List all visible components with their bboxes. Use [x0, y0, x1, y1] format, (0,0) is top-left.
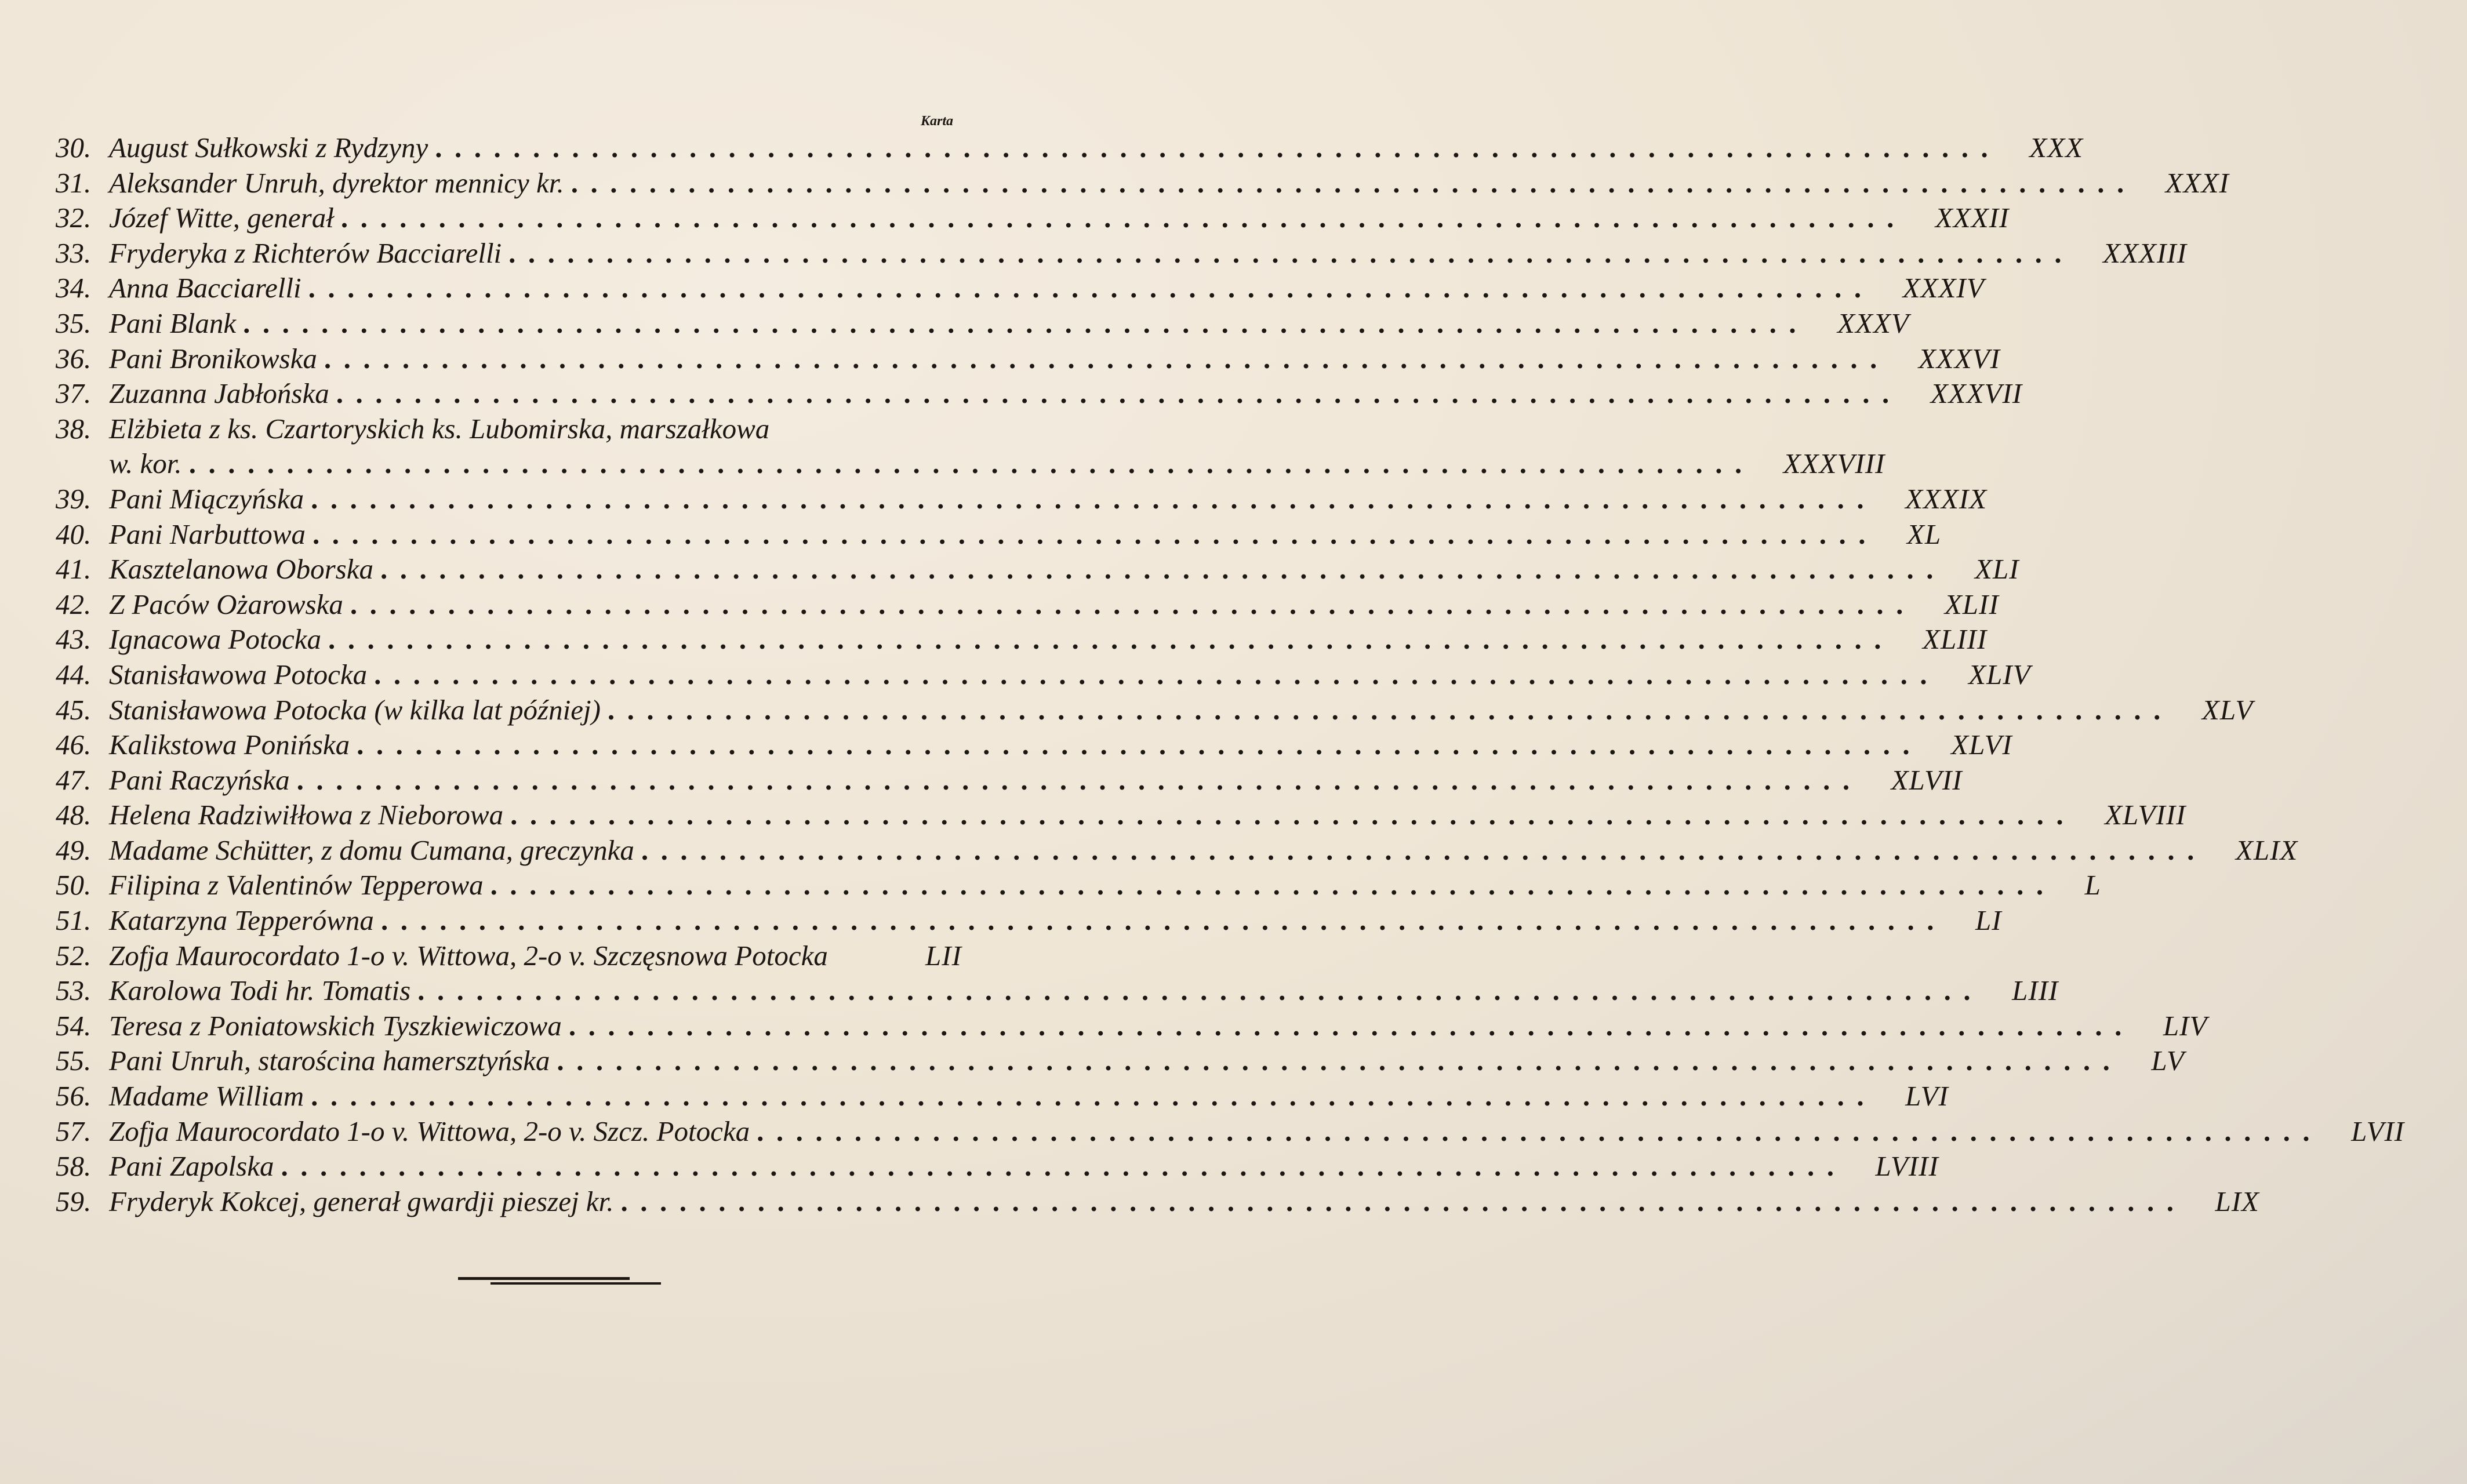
- entry-plate-number: LII: [925, 939, 962, 972]
- entry-plate-number: LVI: [1905, 1080, 1949, 1112]
- dot-leader: ................................................................................: [757, 1115, 2323, 1147]
- entry-name: Madame William: [109, 1080, 304, 1112]
- entry-name-continuation: w. kor.: [109, 448, 182, 480]
- list-item: [56, 307, 1909, 342]
- dot-leader: ................................................................................: [324, 342, 1890, 374]
- entry-plate-number: XLVIII: [2105, 799, 2186, 831]
- list-item: [56, 342, 2000, 377]
- list-item: [56, 131, 2084, 166]
- list-item: [56, 904, 2002, 939]
- entry-number: 45.: [56, 693, 92, 726]
- entry-name: Pani Narbuttowa: [109, 518, 306, 550]
- entry-plate-number: XLI: [1975, 553, 2019, 585]
- dot-leader: ................................................................................: [281, 1150, 1847, 1183]
- list-item: [56, 1185, 2259, 1220]
- entry-number: 30.: [56, 132, 92, 163]
- dot-leader: ................................................................................: [328, 623, 1894, 656]
- list-item: [56, 412, 1041, 448]
- entry-number: 38.: [56, 412, 92, 445]
- entry-plate-number: XXXIII: [2103, 237, 2187, 269]
- dot-leader: ................................................................................: [568, 1009, 2134, 1042]
- list-item: [56, 1044, 2185, 1079]
- entry-number: 40.: [56, 518, 92, 550]
- list-item: [56, 166, 2229, 202]
- entry-plate-number: XXXI: [2165, 166, 2229, 199]
- dot-leader: ................................................................................: [620, 1185, 2186, 1217]
- list-item: [56, 1009, 2208, 1045]
- entry-number: 56.: [56, 1080, 92, 1112]
- entry-plate-number: XXXVII: [1930, 377, 2023, 410]
- entry-name: Pani Blank: [109, 307, 237, 339]
- entry-number: 48.: [56, 799, 92, 831]
- dot-leader: ................................................................................: [243, 307, 1809, 339]
- dot-leader: ................................................................................: [571, 166, 2137, 199]
- entry-name: Anna Bacciarelli: [109, 272, 301, 304]
- list-item: [56, 868, 2101, 904]
- entry-number: 58.: [56, 1150, 92, 1183]
- list-item: [56, 518, 1942, 553]
- dot-leader: ................................................................................: [311, 1080, 1877, 1112]
- list-item: [56, 763, 1963, 799]
- entry-name: Pani Miączyńska: [109, 482, 304, 515]
- entry-number: 52.: [56, 939, 92, 972]
- entry-name: Stanisławowa Potocka (w kilka lat później): [109, 693, 601, 726]
- end-rule-lower: [491, 1282, 661, 1285]
- entry-plate-number: LV: [2151, 1045, 2185, 1077]
- entry-plate-number: LVIII: [1875, 1150, 1939, 1183]
- entry-name: Zofja Maurocordato 1-o v. Wittowa, 2-o v. Szcz. Potocka: [109, 1115, 750, 1147]
- entry-plate-number: XXXIV: [1902, 272, 1985, 304]
- entry-name: Józef Witte, generał: [109, 202, 334, 234]
- entry-number: 36.: [56, 342, 92, 374]
- dot-leader: ................................................................................: [357, 729, 1923, 761]
- entry-name: Kasztelanowa Oborska: [109, 553, 374, 585]
- entry-number: 39.: [56, 482, 92, 515]
- entry-number: 44.: [56, 658, 92, 690]
- dot-leader: ................................................................................: [350, 588, 1916, 620]
- entry-number: 55.: [56, 1045, 92, 1077]
- entry-plate-number: XLII: [1944, 588, 1999, 620]
- dot-leader: ................................................................................: [435, 132, 2001, 163]
- list-item: [56, 728, 2012, 763]
- entry-plate-number: XLIV: [1968, 658, 2031, 690]
- entry-plate-number: XLVII: [1891, 763, 1963, 796]
- list-item: [56, 201, 2010, 237]
- entry-name: Pani Zapolska: [109, 1150, 274, 1183]
- end-rule-upper: [458, 1277, 630, 1280]
- column-header-plate: Karta: [921, 114, 954, 129]
- entry-name: Kalikstowa Ponińska: [109, 729, 350, 761]
- entry-number: 49.: [56, 834, 92, 866]
- entry-number: 50.: [56, 869, 92, 901]
- entry-number: 57.: [56, 1115, 92, 1147]
- entry-name: Zuzanna Jabłońska: [109, 377, 329, 410]
- entry-plate-number: XLV: [2201, 693, 2254, 726]
- list-item: [56, 939, 1041, 974]
- dot-leader: ................................................................................: [311, 482, 1877, 515]
- entry-plate-number: LIX: [2215, 1185, 2259, 1217]
- entry-name: Pani Raczyńska: [109, 763, 290, 796]
- entry-number: 31.: [56, 166, 92, 199]
- entry-number: 42.: [56, 588, 92, 620]
- entry-plate-number: XXXVI: [1918, 342, 2000, 374]
- entry-number: 53.: [56, 974, 92, 1007]
- dot-leader: ................................................................................: [380, 904, 1946, 937]
- entry-plate-number: XXX: [2029, 132, 2084, 163]
- list-item: [56, 693, 2254, 729]
- dot-leader: ................................................................................: [312, 518, 1878, 550]
- entry-plate-number: XLVI: [1951, 729, 2012, 761]
- list-item: [56, 834, 2298, 869]
- entry-name: Ignacowa Potocka: [109, 623, 322, 656]
- entry-name: Madame Schütter, z domu Cumana, greczynka: [109, 834, 634, 866]
- dot-leader: ................................................................................: [380, 553, 1946, 585]
- entry-name: Stanisławowa Potocka: [109, 658, 368, 690]
- entry-name: Pani Unruh, starościna hamersztyńska: [109, 1045, 550, 1077]
- entry-plate-number: XXXIX: [1905, 482, 1988, 515]
- list-item: [56, 1150, 1939, 1185]
- dot-leader: ................................................................................: [308, 272, 1874, 304]
- entry-number: 32.: [56, 202, 92, 234]
- entry-name: August Sułkowski z Rydzyny: [109, 132, 428, 163]
- dot-leader: ................................................................................: [296, 763, 1862, 796]
- entry-name: Aleksander Unruh, dyrektor mennicy kr.: [109, 166, 564, 199]
- list-item: [56, 1079, 1949, 1115]
- entry-plate-number: LVII: [2351, 1115, 2405, 1147]
- dot-leader: ................................................................................: [508, 237, 2074, 269]
- entry-plate-number: XXXV: [1837, 307, 1909, 339]
- entry-name: Filipina z Valentinów Tepperowa: [109, 869, 484, 901]
- entry-number: 37.: [56, 377, 92, 410]
- entry-name: Karolowa Todi hr. Tomatis: [109, 974, 411, 1007]
- plate-index-list: [56, 131, 2405, 1220]
- entry-name: Teresa z Poniatowskich Tyszkiewiczowa: [109, 1009, 562, 1042]
- entry-number: 59.: [56, 1185, 92, 1217]
- entry-name: Z Paców Ożarowska: [109, 588, 343, 620]
- dot-leader: ................................................................................: [641, 834, 2207, 866]
- entry-plate-number: L: [2084, 869, 2101, 901]
- entry-plate-number: XXXVIII: [1783, 448, 1885, 480]
- dot-leader: ................................................................................: [557, 1045, 2123, 1077]
- dot-leader: ................................................................................: [340, 202, 1906, 234]
- entry-name: Katarzyna Tepperówna: [109, 904, 374, 937]
- list-item: [56, 271, 1985, 307]
- list-item: [56, 623, 1988, 658]
- list-item-continuation: [56, 447, 1885, 482]
- entry-plate-number: XLIX: [2235, 834, 2298, 866]
- entry-plate-number: LI: [1975, 904, 2002, 937]
- entry-number: 41.: [56, 553, 92, 585]
- dot-leader: ................................................................................: [336, 377, 1902, 410]
- entry-number: 47.: [56, 763, 92, 796]
- entry-name: Fryderyka z Richterów Bacciarelli: [109, 237, 502, 269]
- list-item: [56, 1115, 2405, 1150]
- entry-number: 34.: [56, 272, 92, 304]
- list-item: [56, 552, 2019, 588]
- list-item: [56, 237, 2187, 272]
- entry-number: 54.: [56, 1009, 92, 1042]
- entry-number: 43.: [56, 623, 92, 656]
- dot-leader: ................................................................................: [188, 448, 1754, 480]
- dot-leader: ................................................................................: [490, 869, 2056, 901]
- list-item: [56, 798, 2186, 834]
- list-item: [56, 658, 2031, 693]
- list-item: [56, 974, 2059, 1009]
- dot-leader: ................................................................................: [417, 974, 1983, 1007]
- entry-name: Fryderyk Kokcej, generał gwardji pieszej kr.: [109, 1185, 614, 1217]
- entry-plate-number: LIV: [2163, 1009, 2208, 1042]
- entry-plate-number: LIII: [2012, 974, 2059, 1007]
- entry-name: Zofja Maurocordato 1-o v. Wittowa, 2-o v. Szczęsnowa Potocka: [109, 939, 828, 972]
- entry-name: Pani Bronikowska: [109, 342, 317, 374]
- entry-number: 46.: [56, 729, 92, 761]
- entry-number: 35.: [56, 307, 92, 339]
- list-item: [56, 482, 1988, 518]
- list-item: [56, 588, 1999, 623]
- list-item: [56, 377, 2023, 412]
- dot-leader: ................................................................................: [510, 799, 2076, 831]
- dot-leader: ................................................................................: [374, 658, 1940, 690]
- entry-plate-number: XXXII: [1935, 202, 2010, 234]
- dot-leader: ................................................................................: [607, 693, 2173, 726]
- entry-name: Elżbieta z ks. Czartoryskich ks. Lubomirska, marszałkowa: [109, 412, 770, 445]
- entry-number: 51.: [56, 904, 92, 937]
- entry-name: Helena Radziwiłłowa z Nieborowa: [109, 799, 504, 831]
- entry-plate-number: XLIII: [1923, 623, 1988, 656]
- entry-number: 33.: [56, 237, 92, 269]
- entry-plate-number: XL: [1906, 518, 1942, 550]
